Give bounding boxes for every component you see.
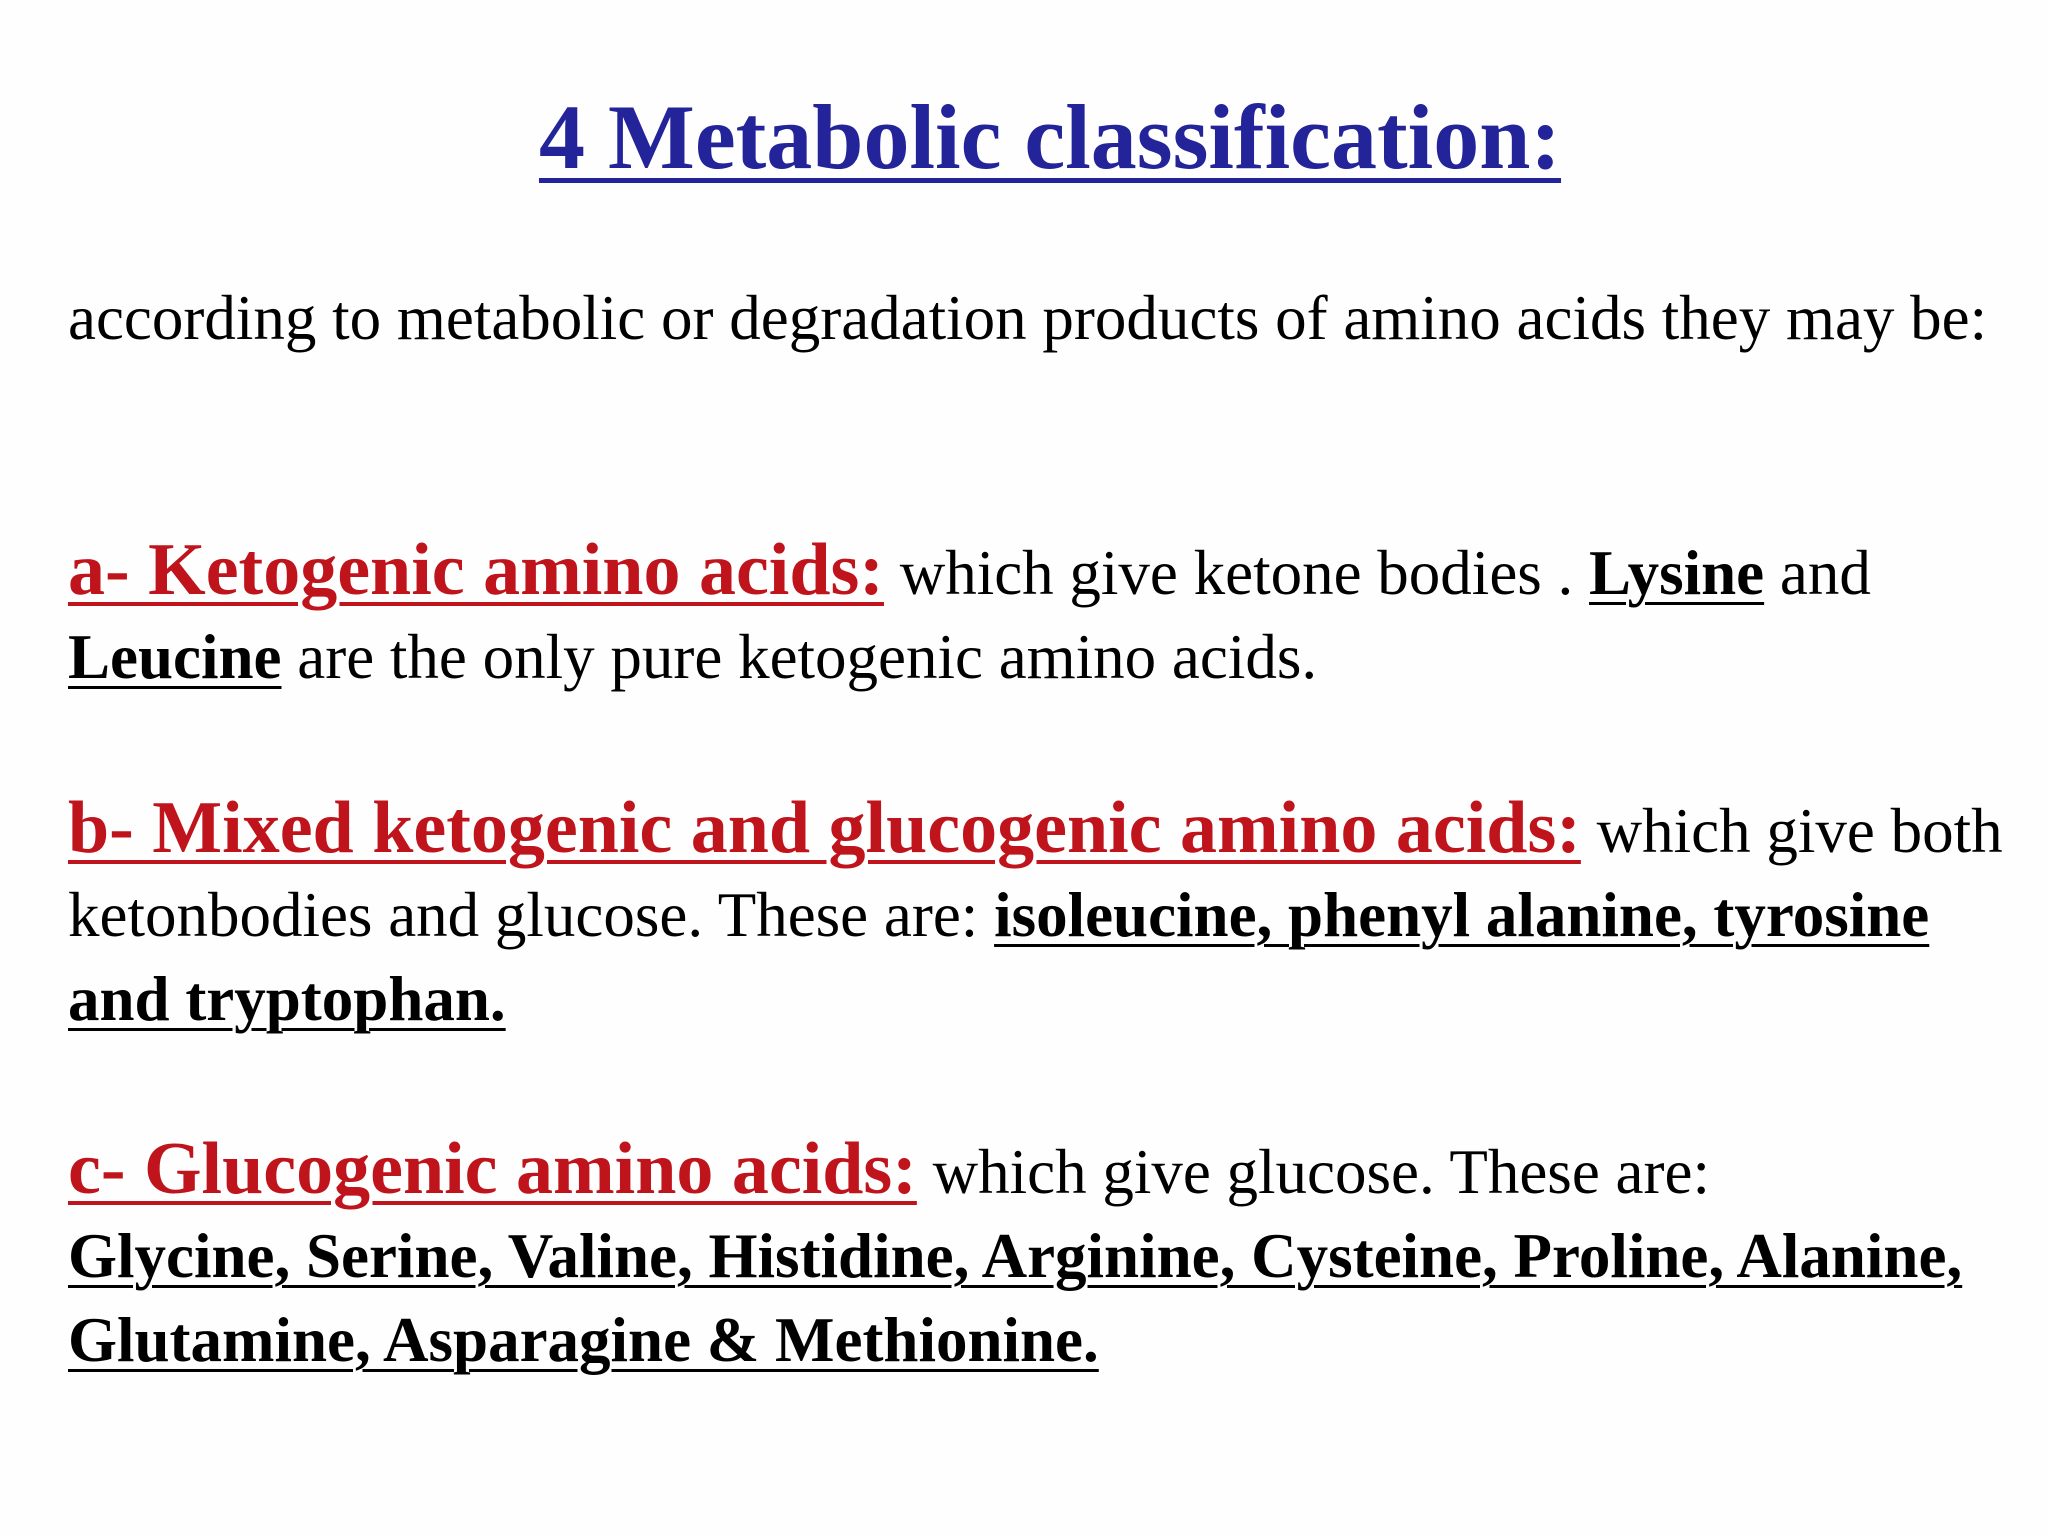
glucogenic-item: [68, 1127, 2028, 1382]
glucogenic-text-1: which give glucose. These are:: [916, 1137, 1710, 1207]
glucogenic-heading: c- Glucogenic amino acids:: [68, 1128, 917, 1210]
mixed-heading: b- Mixed ketogenic and glucogenic amino acids:: [68, 787, 1581, 869]
leucine-term: Leucine: [68, 622, 282, 692]
mixed-item: [68, 786, 2028, 1041]
ketogenic-heading: a- Ketogenic amino acids:: [68, 529, 884, 611]
ketogenic-text-2: and: [1764, 538, 1871, 608]
lysine-term: Lysine: [1589, 538, 1765, 608]
mixed-text-1: which give both ketonbodies and glucose. These are:: [68, 796, 2003, 950]
glucogenic-amino-acid-list: Glycine, Serine, Valine, Histidine, Arginine, Cysteine, Proline, Alanine, Glutamine, Asparagine & Methionine.: [68, 1221, 1963, 1375]
ketogenic-item: [68, 528, 2028, 699]
slide-title: 4 Metabolic classification:: [538, 86, 1562, 188]
intro-paragraph: according to metabolic or degradation products of amino acids they may be:: [68, 283, 1988, 353]
ketogenic-text-3: are the only pure ketogenic amino acids.: [281, 622, 1318, 692]
ketogenic-text-1: which give ketone bodies .: [883, 538, 1590, 608]
mixed-amino-acid-list: isoleucine, phenyl alanine, tyrosine and tryptophan.: [68, 880, 1930, 1034]
